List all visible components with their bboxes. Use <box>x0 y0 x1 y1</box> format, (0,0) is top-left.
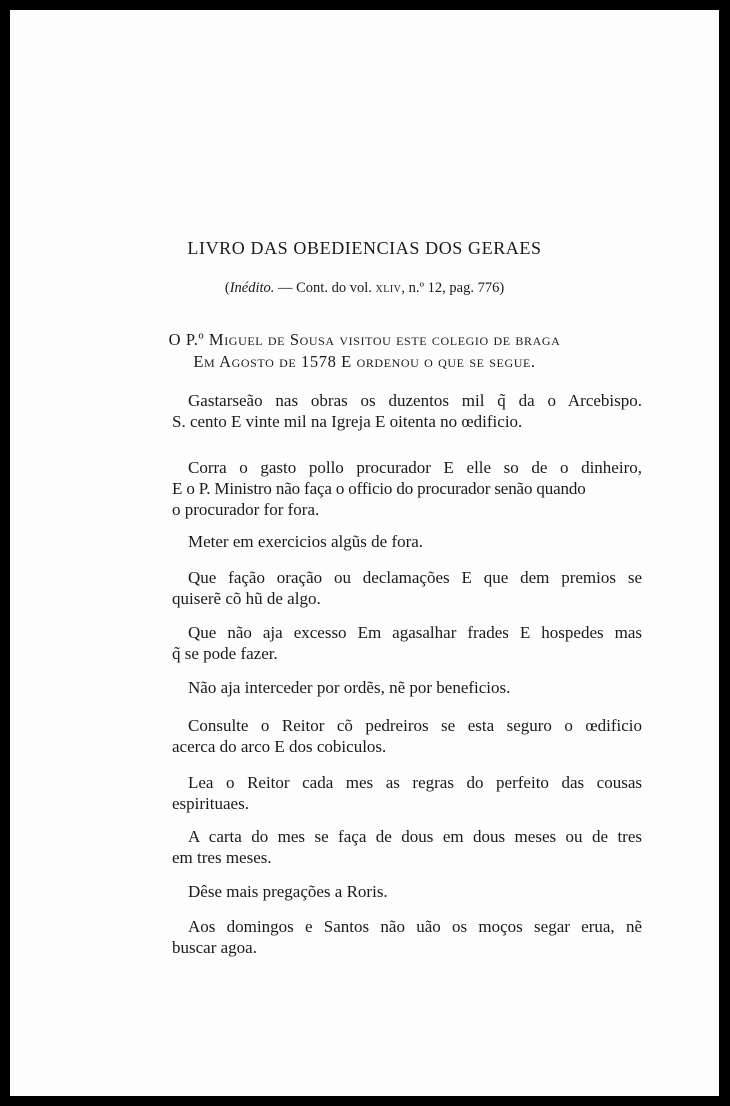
subtitle-volume: xliv <box>375 280 402 296</box>
paragraph-8 <box>172 772 642 814</box>
paragraph-line: espirituaes. <box>172 794 249 813</box>
paragraph-9 <box>172 826 642 868</box>
paragraph-line: acerca do arco E dos cobiculos. <box>172 737 387 756</box>
section-heading-line-1: O P.º Miguel de Sousa visitou este colegio de braga <box>168 330 561 349</box>
paragraph-line: Corra o gasto pollo procurador E elle so de o dinheiro, <box>188 458 642 477</box>
paragraph-2 <box>172 457 642 520</box>
paragraph-4 <box>172 567 642 609</box>
document-page <box>10 10 719 1096</box>
subtitle-open: ( <box>224 280 230 296</box>
paragraph-line: Meter em exercicios algũs de fora. <box>188 532 424 551</box>
paragraph-5 <box>172 622 642 664</box>
paragraph-1 <box>172 390 642 432</box>
subtitle-rest-a: — Cont. do vol. <box>274 280 376 296</box>
paragraph-line: o procurador for fora. <box>172 500 320 519</box>
document-subtitle <box>10 280 719 297</box>
section-heading-line-2: Em Agosto de 1578 E ordenou o que se segue. <box>193 352 536 371</box>
paragraph-line: S. cento E vinte mil na Igreja E oitenta no œdificio. <box>172 412 523 431</box>
paragraph-line: Que não aja excesso Em agasalhar frades E hospedes mas <box>188 623 642 642</box>
paragraph-11 <box>172 916 642 958</box>
paragraph-line: Aos domingos e Santos não uão os moços segar erua, nẽ <box>188 917 642 936</box>
paragraph-line: q̃ se pode fazer. <box>172 644 278 663</box>
paragraph-line: Dêse mais pregações a Roris. <box>188 882 388 901</box>
paragraph-line: quiserẽ cõ hũ de algo. <box>172 589 321 608</box>
paragraph-line: E o P. Ministro não faça o officio do procurador senão quando <box>172 479 586 498</box>
paragraph-6 <box>172 677 642 698</box>
subtitle-inedito: Inédito. <box>229 280 275 296</box>
paragraph-3 <box>172 531 642 552</box>
paragraph-line: Não aja interceder por ordẽs, nẽ por beneficios. <box>188 678 511 697</box>
paragraph-line: em tres meses. <box>172 848 272 867</box>
paragraph-line: Que fação oração ou declamações E que dem premios se <box>188 568 642 587</box>
paragraph-7 <box>172 715 642 757</box>
paragraph-line: A carta do mes se faça de dous em dous meses ou de tres <box>188 827 642 846</box>
paragraph-10 <box>172 881 642 902</box>
paragraph-line: buscar agoa. <box>172 938 257 957</box>
paragraph-line: Gastarseão nas obras os duzentos mil q̃ da o Arcebispo. <box>188 391 642 410</box>
paragraph-line: Lea o Reitor cada mes as regras do perfeito das cousas <box>188 773 642 792</box>
paragraph-line: Consulte o Reitor cõ pedreiros se esta seguro o œdificio <box>188 716 642 735</box>
document-title: LIVRO DAS OBEDIENCIAS DOS GERAES <box>187 238 542 258</box>
subtitle-rest-b: , n.º 12, pag. 776) <box>401 280 505 296</box>
